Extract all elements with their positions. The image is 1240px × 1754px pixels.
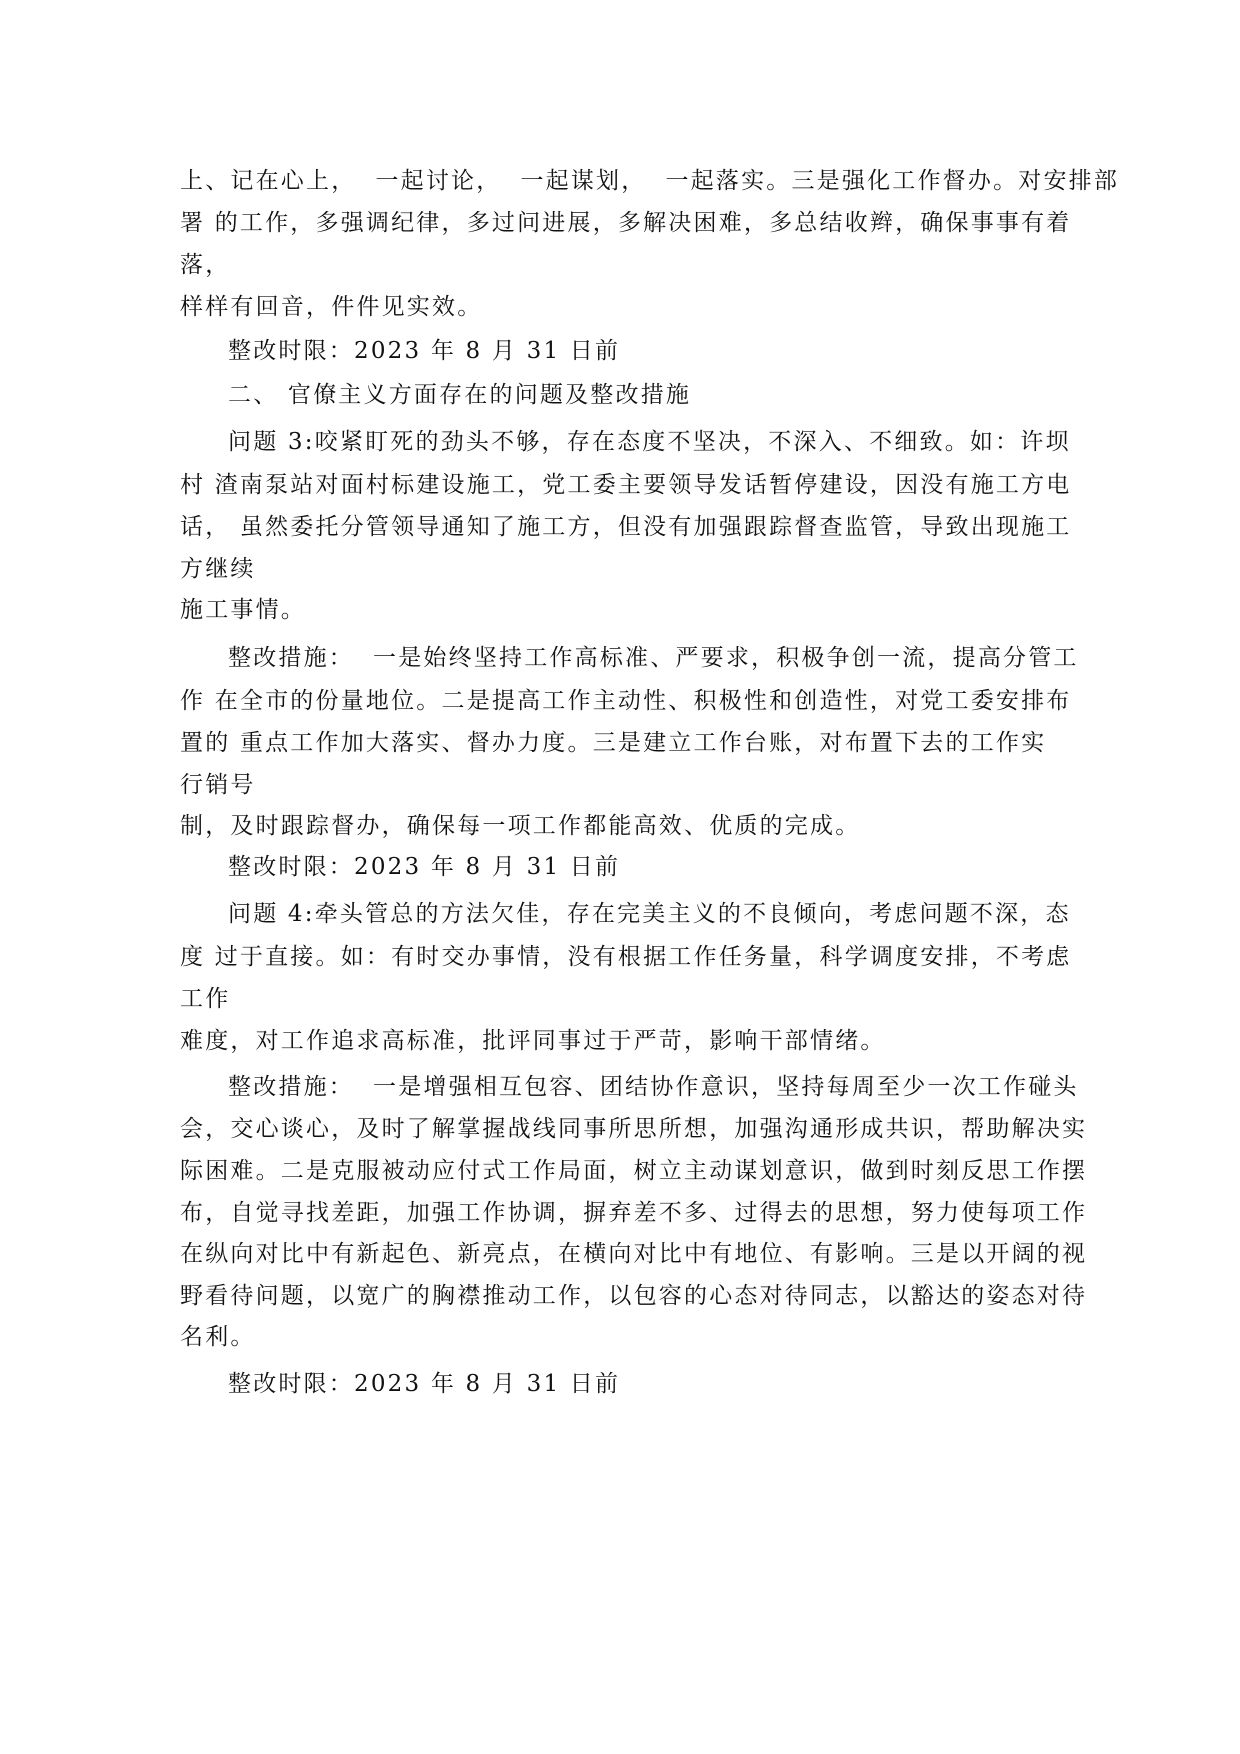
text-line: 布，自觉寻找差距，加强工作协调，摒弃差不多、过得去的思想，努力使每项工作	[180, 1200, 1088, 1226]
text-line: 制，及时跟踪督办，确保每一项工作都能高效、优质的完成。	[180, 813, 861, 839]
text-line: 问题 3:咬紧盯死的劲头不够，存在态度不坚决，不深入、不细致。如：许坝	[228, 429, 1071, 455]
deadline-line: 整改时限：2023 年 8 月 31 日前	[228, 854, 621, 880]
text-line: 野看待问题，以宽广的胸襟推动工作，以包容的心态对待同志，以豁达的姿态对待	[180, 1283, 1088, 1309]
text-line: 在纵向对比中有新起色、新亮点，在横向对比中有地位、有影响。三是以开阔的视	[180, 1241, 1088, 1267]
text-line: 会，交心谈心，及时了解掌握战线同事所思所想，加强沟通形成共识，帮助解决实	[180, 1116, 1088, 1142]
text-line: 工作	[180, 986, 231, 1012]
text-line: 落，	[180, 252, 231, 278]
text-line: 整改措施： 一是增强相互包容、团结协作意识，坚持每周至少一次工作碰头	[228, 1074, 1079, 1100]
deadline-line: 整改时限：2023 年 8 月 31 日前	[228, 338, 621, 364]
text-line: 整改措施： 一是始终坚持工作高标准、严要求，积极争创一流，提高分管工	[228, 645, 1079, 671]
text-line: 际困难。二是克服被动应付式工作局面，树立主动谋划意识，做到时刻反思工作摆	[180, 1158, 1088, 1184]
text-line: 难度，对工作追求高标准，批评同事过于严苛，影响干部情绪。	[180, 1028, 886, 1054]
text-line: 名利。	[180, 1324, 256, 1350]
text-line: 行销号	[180, 772, 256, 798]
text-line: 上、记在心上， 一起讨论， 一起谋划， 一起落实。三是强化工作督办。对安排部	[180, 168, 1120, 194]
text-line: 置的 重点工作加大落实、督办力度。三是建立工作台账，对布置下去的工作实	[180, 730, 1047, 756]
text-line: 话， 虽然委托分管领导通知了施工方，但没有加强跟踪督查监管，导致出现施工	[180, 514, 1072, 540]
text-line: 样样有回音，件件见实效。	[180, 294, 483, 320]
text-line: 施工事情。	[180, 597, 306, 623]
deadline-line: 整改时限：2023 年 8 月 31 日前	[228, 1371, 621, 1397]
text-line: 方继续	[180, 556, 256, 582]
text-line: 度 过于直接。如：有时交办事情，没有根据工作任务量，科学调度安排，不考虑	[180, 944, 1072, 970]
text-line: 问题 4:牵头管总的方法欠佳，存在完美主义的不良倾向，考虑问题不深，态	[228, 901, 1071, 927]
text-line: 作 在全市的份量地位。二是提高工作主动性、积极性和创造性，对党工委安排布	[180, 688, 1072, 714]
text-line: 村 渣南泵站对面村标建设施工，党工委主要领导发话暂停建设，因没有施工方电	[180, 472, 1072, 498]
text-line: 署 的工作，多强调纪律，多过问进展，多解决困难，多总结收辫，确保事事有着	[180, 210, 1072, 236]
section-heading: 二、 官僚主义方面存在的问题及整改措施	[228, 382, 692, 408]
